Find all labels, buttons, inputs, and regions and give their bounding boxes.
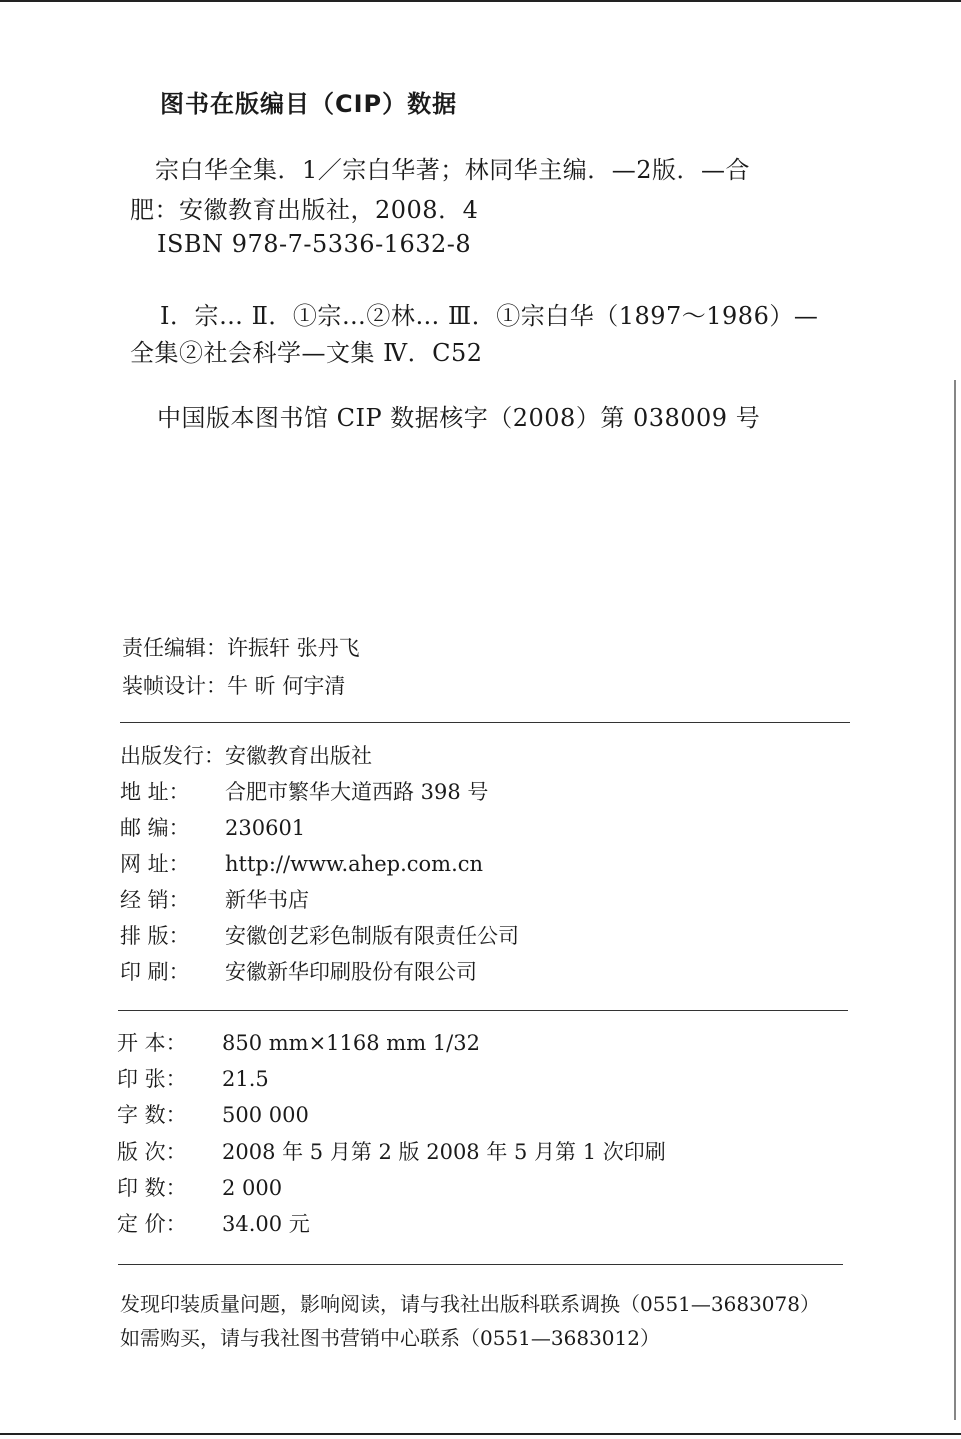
spec-label: 版 次：	[117, 1140, 187, 1164]
divider-1	[120, 722, 850, 723]
editor-names: 许振轩 张丹飞	[227, 636, 360, 660]
field-label: 排 版：	[120, 924, 190, 948]
spec-value: 2008 年 5 月第 2 版 2008 年 5 月第 1 次印刷	[222, 1140, 666, 1164]
cip-classification-1: Ⅰ．宗… Ⅱ．①宗…②林… Ⅲ．①宗白华（1897～1986）—	[160, 302, 819, 330]
sheets-row	[117, 1063, 269, 1093]
address-row	[120, 776, 488, 806]
field-label: 经 销：	[120, 888, 190, 912]
design-label: 装帧设计：	[122, 674, 227, 698]
field-label: 邮 编：	[120, 816, 190, 840]
design-names: 牛 昕 何宇清	[227, 674, 346, 698]
spec-label: 印 张：	[117, 1067, 187, 1091]
publisher-row	[120, 740, 372, 770]
field-label: 出版发行：	[120, 744, 225, 768]
field-label: 网 址：	[120, 852, 190, 876]
website-row	[120, 848, 483, 878]
divider-2	[118, 1010, 848, 1011]
field-value: 安徽创艺彩色制版有限责任公司	[225, 924, 519, 948]
format-row	[117, 1027, 480, 1057]
spec-value: 34.00 元	[222, 1212, 310, 1236]
print-run-row	[117, 1172, 282, 1202]
spec-value: 2 000	[222, 1176, 283, 1200]
editor-label: 责任编辑：	[122, 636, 227, 660]
spec-value: 850 mm×1168 mm 1/32	[222, 1031, 480, 1055]
cip-title-line: 宗白华全集．1／宗白华著；林同华主编．—2版．—合	[155, 156, 751, 184]
field-value: http://www.ahep.com.cn	[225, 852, 484, 876]
cip-isbn: ISBN 978-7-5336-1632-8	[157, 230, 472, 258]
edition-row	[117, 1136, 666, 1166]
postcode-row	[120, 812, 305, 842]
quality-notice: 发现印装质量问题，影响阅读，请与我社出版科联系调换（0551—3683078）	[120, 1292, 820, 1316]
cip-publisher-line: 肥：安徽教育出版社，2008．4	[130, 196, 479, 224]
purchase-notice: 如需购买，请与我社图书营销中心联系（0551—3683012）	[120, 1326, 660, 1350]
field-value: 安徽新华印刷股份有限公司	[225, 960, 477, 984]
spec-label: 开 本：	[117, 1031, 187, 1055]
spec-value: 21.5	[222, 1067, 269, 1091]
printing-row	[120, 956, 477, 986]
field-value: 230601	[225, 816, 306, 840]
typesetting-row	[120, 920, 519, 950]
field-value: 新华书店	[225, 888, 309, 912]
cip-heading: 图书在版编目（CIP）数据	[160, 90, 458, 118]
cip-approval-number: 中国版本图书馆 CIP 数据核字（2008）第 038009 号	[157, 404, 761, 432]
spec-value: 500 000	[222, 1103, 309, 1127]
spec-label: 定 价：	[117, 1212, 187, 1236]
word-count-row	[117, 1099, 309, 1129]
cip-classification-2: 全集②社会科学—文集 Ⅳ．C52	[130, 339, 483, 367]
spec-label: 字 数：	[117, 1103, 187, 1127]
scan-edge-right	[954, 380, 956, 1420]
field-value: 安徽教育出版社	[225, 744, 372, 768]
price-row	[117, 1208, 310, 1238]
distributor-row	[120, 884, 309, 914]
editor-credit	[122, 632, 360, 662]
scan-edge-top	[0, 0, 961, 2]
spec-label: 印 数：	[117, 1176, 187, 1200]
field-label: 印 刷：	[120, 960, 190, 984]
field-value: 合肥市繁华大道西路 398 号	[225, 780, 489, 804]
scan-edge-bottom	[0, 1433, 961, 1435]
design-credit	[122, 670, 345, 700]
field-label: 地 址：	[120, 780, 190, 804]
divider-3	[118, 1264, 843, 1265]
